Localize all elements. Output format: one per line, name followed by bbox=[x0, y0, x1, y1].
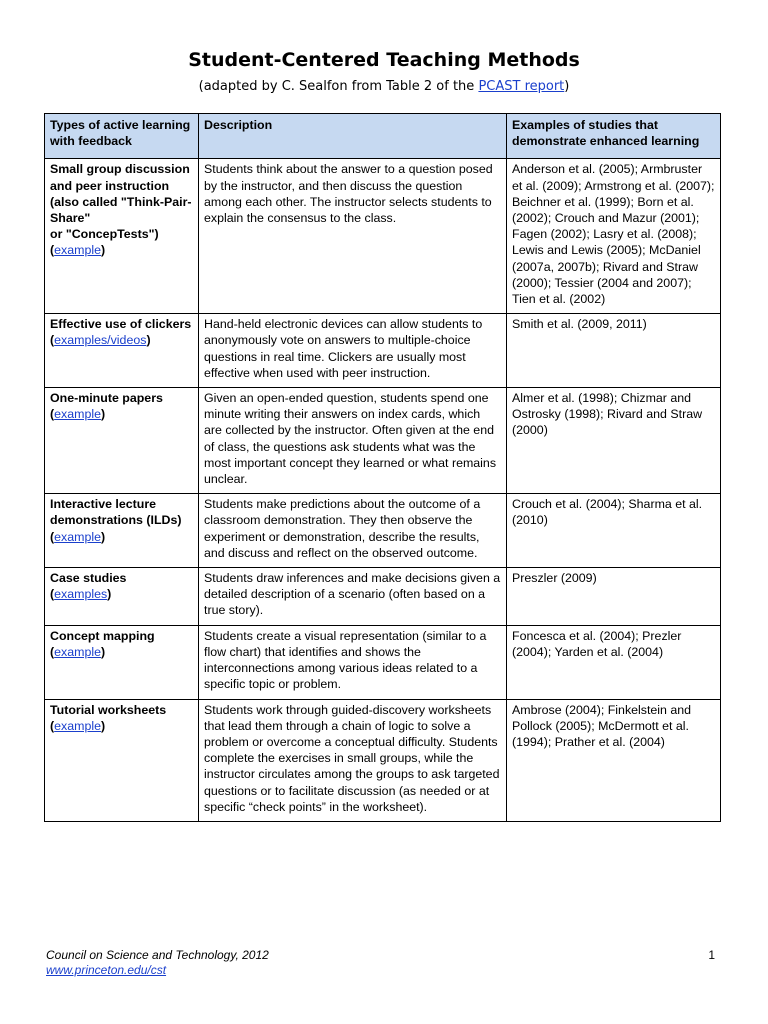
method-type-cell: Case studies (examples) bbox=[45, 568, 199, 626]
pcast-report-link[interactable]: PCAST report bbox=[478, 79, 565, 94]
column-header-description: Description bbox=[199, 114, 507, 159]
table-row bbox=[45, 159, 721, 314]
table-header-row bbox=[45, 114, 721, 159]
method-description: Students think about the answer to a question posed by the instructor, and then discuss the question among each other. The instructor selects students to explain the consensus to the class. bbox=[199, 159, 507, 314]
method-studies: Ambrose (2004); Finkelstein and Pollock (2005); McDermott et al. (1994); Prather et al. (2004) bbox=[507, 699, 721, 821]
method-studies: Anderson et al. (2005); Armbruster et al. (2009); Armstrong et al. (2007); Beichner et al. (1999); Born et al. (2002); Crouch and Mazur (2001); Fagen (2002); Lasry et al. (2008); Lewis and Lewis (2005); McDaniel (2007a, 2007b); Rivard and Straw (2000); Tessier (2004 and 2007); Tien et al. (2002) bbox=[507, 159, 721, 314]
page-title: Student-Centered Teaching Methods bbox=[188, 49, 580, 71]
table-row bbox=[45, 314, 721, 388]
method-studies: Almer et al. (1998); Chizmar and Ostrosky (1998); Rivard and Straw (2000) bbox=[507, 388, 721, 494]
methods-table bbox=[44, 113, 721, 822]
method-description: Students create a visual representation (similar to a flow chart) that identifies and shows the interconnections among various ideas related to a specific topic or problem. bbox=[199, 625, 507, 699]
page-number: 1 bbox=[708, 948, 715, 962]
method-studies: Smith et al. (2009, 2011) bbox=[507, 314, 721, 388]
table-row bbox=[45, 699, 721, 821]
method-type-cell: One-minute papers (example) bbox=[45, 388, 199, 494]
method-description: Students work through guided-discovery worksheets that lead them through a chain of logic to solve a problem or overcome a conceptual difficulty. Students complete the exercises in small groups, while the instructor circulates among the groups to ask targeted questions or to facilitate discussion (as needed or at specific “check points” in the worksheet). bbox=[199, 699, 507, 821]
method-description: Hand-held electronic devices can allow students to anonymously vote on answers to multiple-choice questions in real time. Clickers are usually most effective when used with peer instruction. bbox=[199, 314, 507, 388]
method-studies: Preszler (2009) bbox=[507, 568, 721, 626]
method-example-link[interactable]: example bbox=[54, 243, 101, 258]
footer-url-link[interactable]: www.princeton.edu/cst bbox=[46, 963, 167, 977]
table-row bbox=[45, 388, 721, 494]
table-row bbox=[45, 625, 721, 699]
subtitle-suffix: ) bbox=[564, 79, 570, 94]
method-example-link[interactable]: example bbox=[54, 644, 101, 659]
method-type: Concept mapping bbox=[50, 628, 155, 643]
column-header-types: Types of active learning with feedback bbox=[45, 114, 199, 159]
subtitle bbox=[0, 79, 768, 94]
method-type-cell: Small group discussion and peer instruction (also called "Think-Pair-Share" or "ConcepTests") (example) bbox=[45, 159, 199, 314]
method-type: Interactive lecture demonstrations (ILDs) bbox=[50, 497, 182, 528]
method-example-link[interactable]: example bbox=[54, 529, 101, 544]
method-description: Students draw inferences and make decisions given a detailed description of a scenario (often based on a true story). bbox=[199, 568, 507, 626]
method-example-link[interactable]: example bbox=[54, 407, 101, 422]
footer-org: Council on Science and Technology, 2012 bbox=[46, 948, 269, 962]
method-description: Students make predictions about the outcome of a classroom demonstration. They then observe the experiment or demonstration, describe the results, and discuss and reflect on the observed outcome. bbox=[199, 494, 507, 568]
method-example-link[interactable]: examples bbox=[54, 587, 108, 602]
method-type: Small group discussion and peer instruction (also called "Think-Pair-Share" or "ConcepTests") bbox=[50, 162, 192, 242]
method-studies: Foncesca et al. (2004); Prezler (2004); Yarden et al. (2004) bbox=[507, 625, 721, 699]
method-type: Tutorial worksheets bbox=[50, 702, 167, 717]
method-type-cell: Effective use of clickers (examples/videos) bbox=[45, 314, 199, 388]
method-type-cell: Concept mapping (example) bbox=[45, 625, 199, 699]
method-example-link[interactable]: example bbox=[54, 718, 101, 733]
method-example-link[interactable]: examples/videos bbox=[54, 333, 147, 348]
subtitle-prefix: (adapted by C. Sealfon from Table 2 of the bbox=[198, 79, 479, 94]
table-row bbox=[45, 568, 721, 626]
method-type: One-minute papers bbox=[50, 391, 163, 406]
method-type: Effective use of clickers bbox=[50, 317, 192, 332]
footer-credit bbox=[46, 948, 269, 978]
method-studies: Crouch et al. (2004); Sharma et al. (2010) bbox=[507, 494, 721, 568]
column-header-studies: Examples of studies that demonstrate enhanced learning bbox=[507, 114, 721, 159]
method-type-cell: Interactive lecture demonstrations (ILDs) (example) bbox=[45, 494, 199, 568]
method-type-cell: Tutorial worksheets (example) bbox=[45, 699, 199, 821]
method-type: Case studies bbox=[50, 571, 127, 586]
method-description: Given an open-ended question, students spend one minute writing their answers on index cards, which are collected by the instructor. Often given at the end of class, the questions ask students what was the most important concept they learned or what remains unclear. bbox=[199, 388, 507, 494]
table-row bbox=[45, 494, 721, 568]
